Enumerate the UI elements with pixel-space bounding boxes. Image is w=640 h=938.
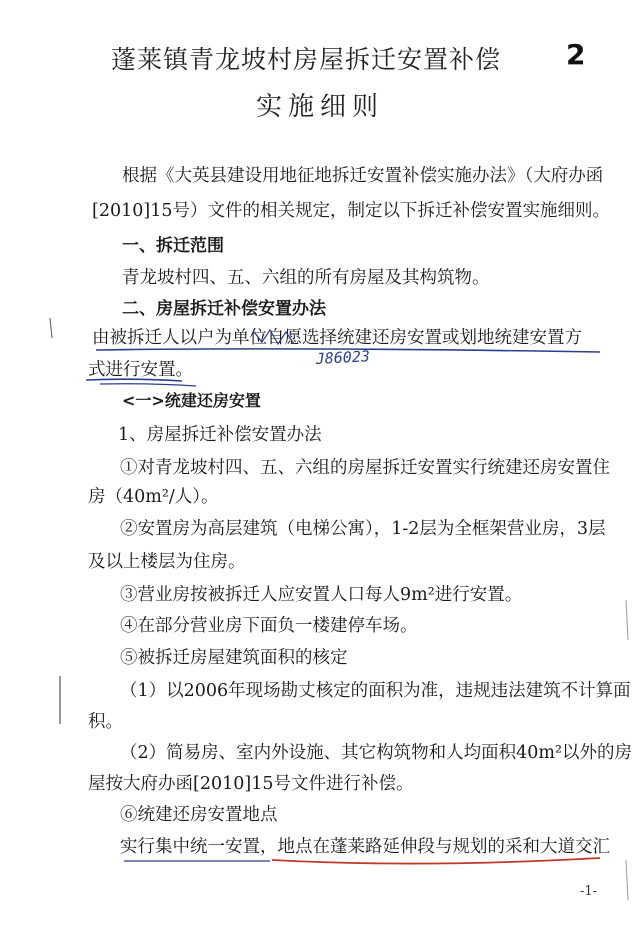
scan-mark <box>626 600 628 640</box>
paragraph-line: 根据《大英县建设用地征地拆迁安置补偿实施办法》（大府办函 <box>122 166 604 186</box>
subsection-heading: <一>统建还房安置 <box>122 391 261 410</box>
paragraph-line: 屋按大府办函[2010]15号文件进行补偿。 <box>88 774 414 794</box>
paragraph-line: 1、房屋拆迁补偿安置办法 <box>118 425 322 445</box>
document-subtitle: 实施细则 <box>255 92 384 122</box>
paragraph-line: ⑥统建还房安置地点 <box>120 805 278 825</box>
section-heading: 二、房屋拆迁补偿安置办法 <box>122 299 326 319</box>
paragraph-line: 实行集中统一安置，地点在蓬莱路延伸段与规划的采和大道交汇 <box>120 837 610 857</box>
page-number: -1- <box>580 884 598 899</box>
paragraph-line: （1）以2006年现场勘丈核定的面积为准，违规违法建筑不计算面 <box>120 681 631 701</box>
paragraph-line: 积。 <box>88 712 123 732</box>
paragraph-line: ⑤被拆迁房屋建筑面积的核定 <box>120 648 348 668</box>
document-title: 蓬莱镇青龙坡村房屋拆迁安置补偿 <box>110 45 501 74</box>
pen-underline <box>100 384 196 386</box>
paragraph-line: 青龙坡村四、五、六组的所有房屋及其构筑物。 <box>122 268 490 288</box>
paragraph-line: （2）简易房、室内外设施、其它构筑物和人均面积40m²以外的房 <box>120 743 633 763</box>
page-mark: 2 <box>566 38 586 71</box>
paragraph-line: 由被拆迁人以户为单位自愿选择统建还房安置或划地统建安置方 <box>92 328 582 348</box>
paragraph-line: ④在部分营业房下面负一楼建停车场。 <box>120 616 418 636</box>
margin-mark <box>50 318 52 338</box>
handwritten-note: J86023 <box>315 347 371 368</box>
section-heading: 一、拆迁范围 <box>122 236 224 256</box>
paragraph-line: 及以上楼层为住房。 <box>88 552 246 572</box>
paragraph-line: [2010]15号）文件的相关规定，制定以下拆迁补偿安置实施细则。 <box>92 201 610 221</box>
scan-mark <box>626 860 628 900</box>
paragraph-line: ①对青龙坡村四、五、六组的房屋拆迁安置实行统建还房安置住 <box>120 458 610 478</box>
paragraph-line: 房（40m²/人）。 <box>88 487 219 507</box>
paragraph-line: ③营业房按被拆迁人应安置人口每人9m²进行安置。 <box>120 585 523 605</box>
paragraph-line: 式进行安置。 <box>88 360 193 380</box>
paragraph-line: ②安置房为高层建筑（电梯公寓），1-2层为全框架营业房，3层 <box>120 519 606 539</box>
